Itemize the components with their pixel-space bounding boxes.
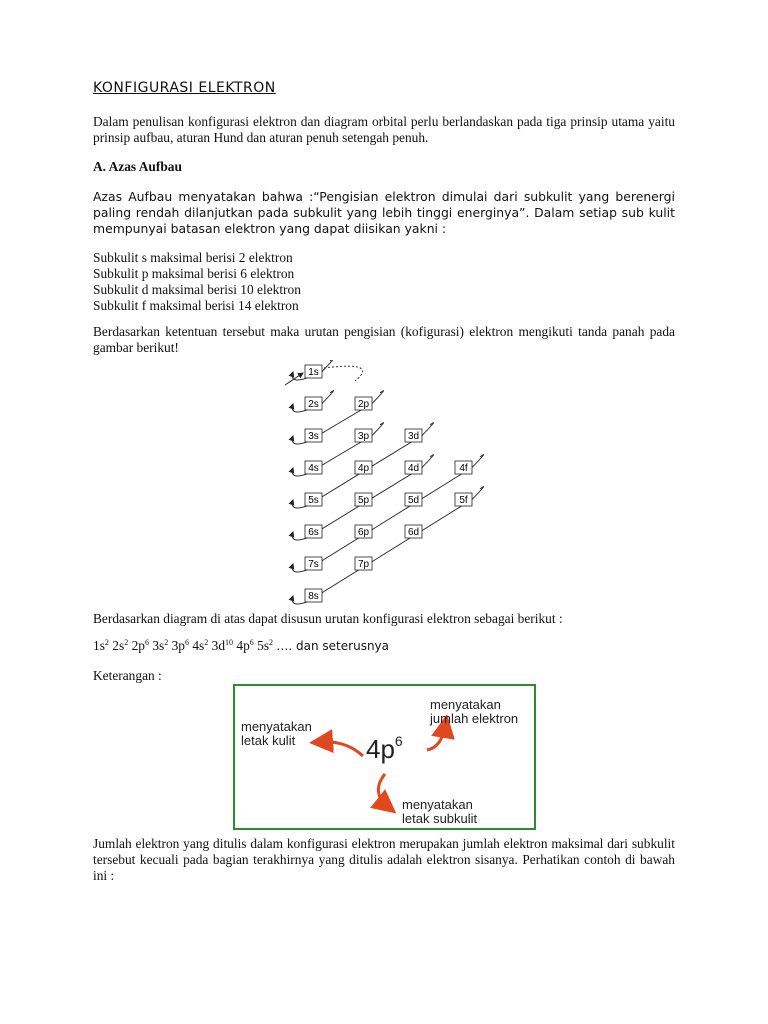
- keterangan-label: Keterangan :: [93, 668, 162, 683]
- config-term: $4s^2$: [192, 638, 209, 653]
- shell-arrow: [321, 742, 363, 756]
- orbital-label-5f: 5f: [459, 495, 468, 506]
- start-arrow: [285, 373, 303, 385]
- orbital-label-3d: 3d: [407, 431, 420, 442]
- orbital-label-5s: 5s: [308, 495, 319, 506]
- config-intro: Berdasarkan diagram di atas dapat disusun urutan konfigurasi elektron sebagai berikut :: [93, 611, 563, 626]
- list-item: Subkulit s maksimal berisi 2 elektron: [93, 250, 293, 265]
- orbital-label-3p: 3p: [357, 431, 370, 442]
- config-terms: [93, 638, 276, 653]
- example-notation: $4p^6$: [366, 733, 403, 764]
- config-term: $2s^2$: [112, 638, 129, 653]
- list-item: Subkulit p maksimal berisi 6 elektron: [93, 266, 295, 281]
- orbital-label-3s: 3s: [308, 431, 319, 442]
- orbital-label-4d: 4d: [407, 463, 420, 474]
- orbital-label-8s: 8s: [308, 591, 319, 602]
- section-a-heading: A. Azas Aufbau: [93, 159, 182, 174]
- electron-note: menyatakan jumlah elektron: [430, 697, 519, 726]
- config-term: $4p^6$: [236, 638, 254, 653]
- orbital-label-7s: 7s: [308, 559, 319, 570]
- diagram-intro-paragraph: Berdasarkan ketentuan tersebut maka urutan pengisian (kofigurasi) elektron mengikuti tanda panah pada gambar berikut!: [93, 324, 675, 355]
- orbital-label-4p: 4p: [357, 463, 370, 474]
- orbital-label-6p: 6p: [357, 527, 370, 538]
- keterangan-figure: [233, 684, 536, 830]
- document-title: KONFIGURASI ELEKTRON: [93, 80, 276, 96]
- list-item: Subkulit f maksimal berisi 14 elektron: [93, 298, 299, 313]
- orbital-label-1s: 1s: [308, 367, 319, 378]
- orbital-label-4f: 4f: [459, 463, 468, 474]
- config-term: $3p^6$: [171, 638, 189, 653]
- orbital-label-5p: 5p: [357, 495, 370, 506]
- dashed-loop: [324, 366, 363, 381]
- orbital-label-6d: 6d: [407, 527, 420, 538]
- aufbau-diagram: [270, 360, 510, 608]
- config-sequence: [93, 638, 675, 654]
- config-term: $2p^6$: [131, 638, 149, 653]
- subshell-limits-list: [93, 250, 675, 314]
- closing-paragraph: Jumlah elektron yang ditulis dalam konfigurasi elektron merupakan jumlah elektron maksimal dari subkulit tersebut kecuali pada bagian terakhirnya yang ditulis adalah elektron sisanya. Perhatikan contoh di bawah ini :: [93, 836, 675, 883]
- aufbau-paragraph: Azas Aufbau menyatakan bahwa :“Pengisian elektron dimulai dari subkulit yang berenergi paling rendah dilanjutkan pada subkulit yang lebih tinggi energinya”. Dalam setiap sub kulit mempunyai batasan elektron yang dapat diisikan yakni :: [93, 189, 675, 236]
- orbital-label-2s: 2s: [308, 399, 319, 410]
- orbital-label-6s: 6s: [308, 527, 319, 538]
- orbital-label-4s: 4s: [308, 463, 319, 474]
- config-term: $3s^2$: [152, 638, 169, 653]
- config-term: $5s^2$: [257, 638, 274, 653]
- orbital-label-2p: 2p: [357, 399, 370, 410]
- subshell-arrow: [378, 774, 387, 806]
- orbital-label-7p: 7p: [357, 559, 370, 570]
- intro-paragraph: Dalam penulisan konfigurasi elektron dan diagram orbital perlu berlandaskan pada tiga prinsip utama yaitu prinsip aufbau, aturan Hund dan aturan penuh setengah penuh.: [93, 114, 675, 145]
- shell-note: menyatakan letak kulit: [241, 719, 312, 748]
- subshell-note: menyatakan letak subkulit: [402, 797, 478, 826]
- config-term: $1s^2$: [93, 638, 109, 653]
- config-term: $3d^{10}$: [211, 638, 234, 653]
- electron-arrow: [427, 726, 445, 750]
- list-item: Subkulit d maksimal berisi 10 elektron: [93, 282, 301, 297]
- orbital-label-5d: 5d: [407, 495, 420, 506]
- config-suffix: …. dan seterusnya: [276, 639, 389, 653]
